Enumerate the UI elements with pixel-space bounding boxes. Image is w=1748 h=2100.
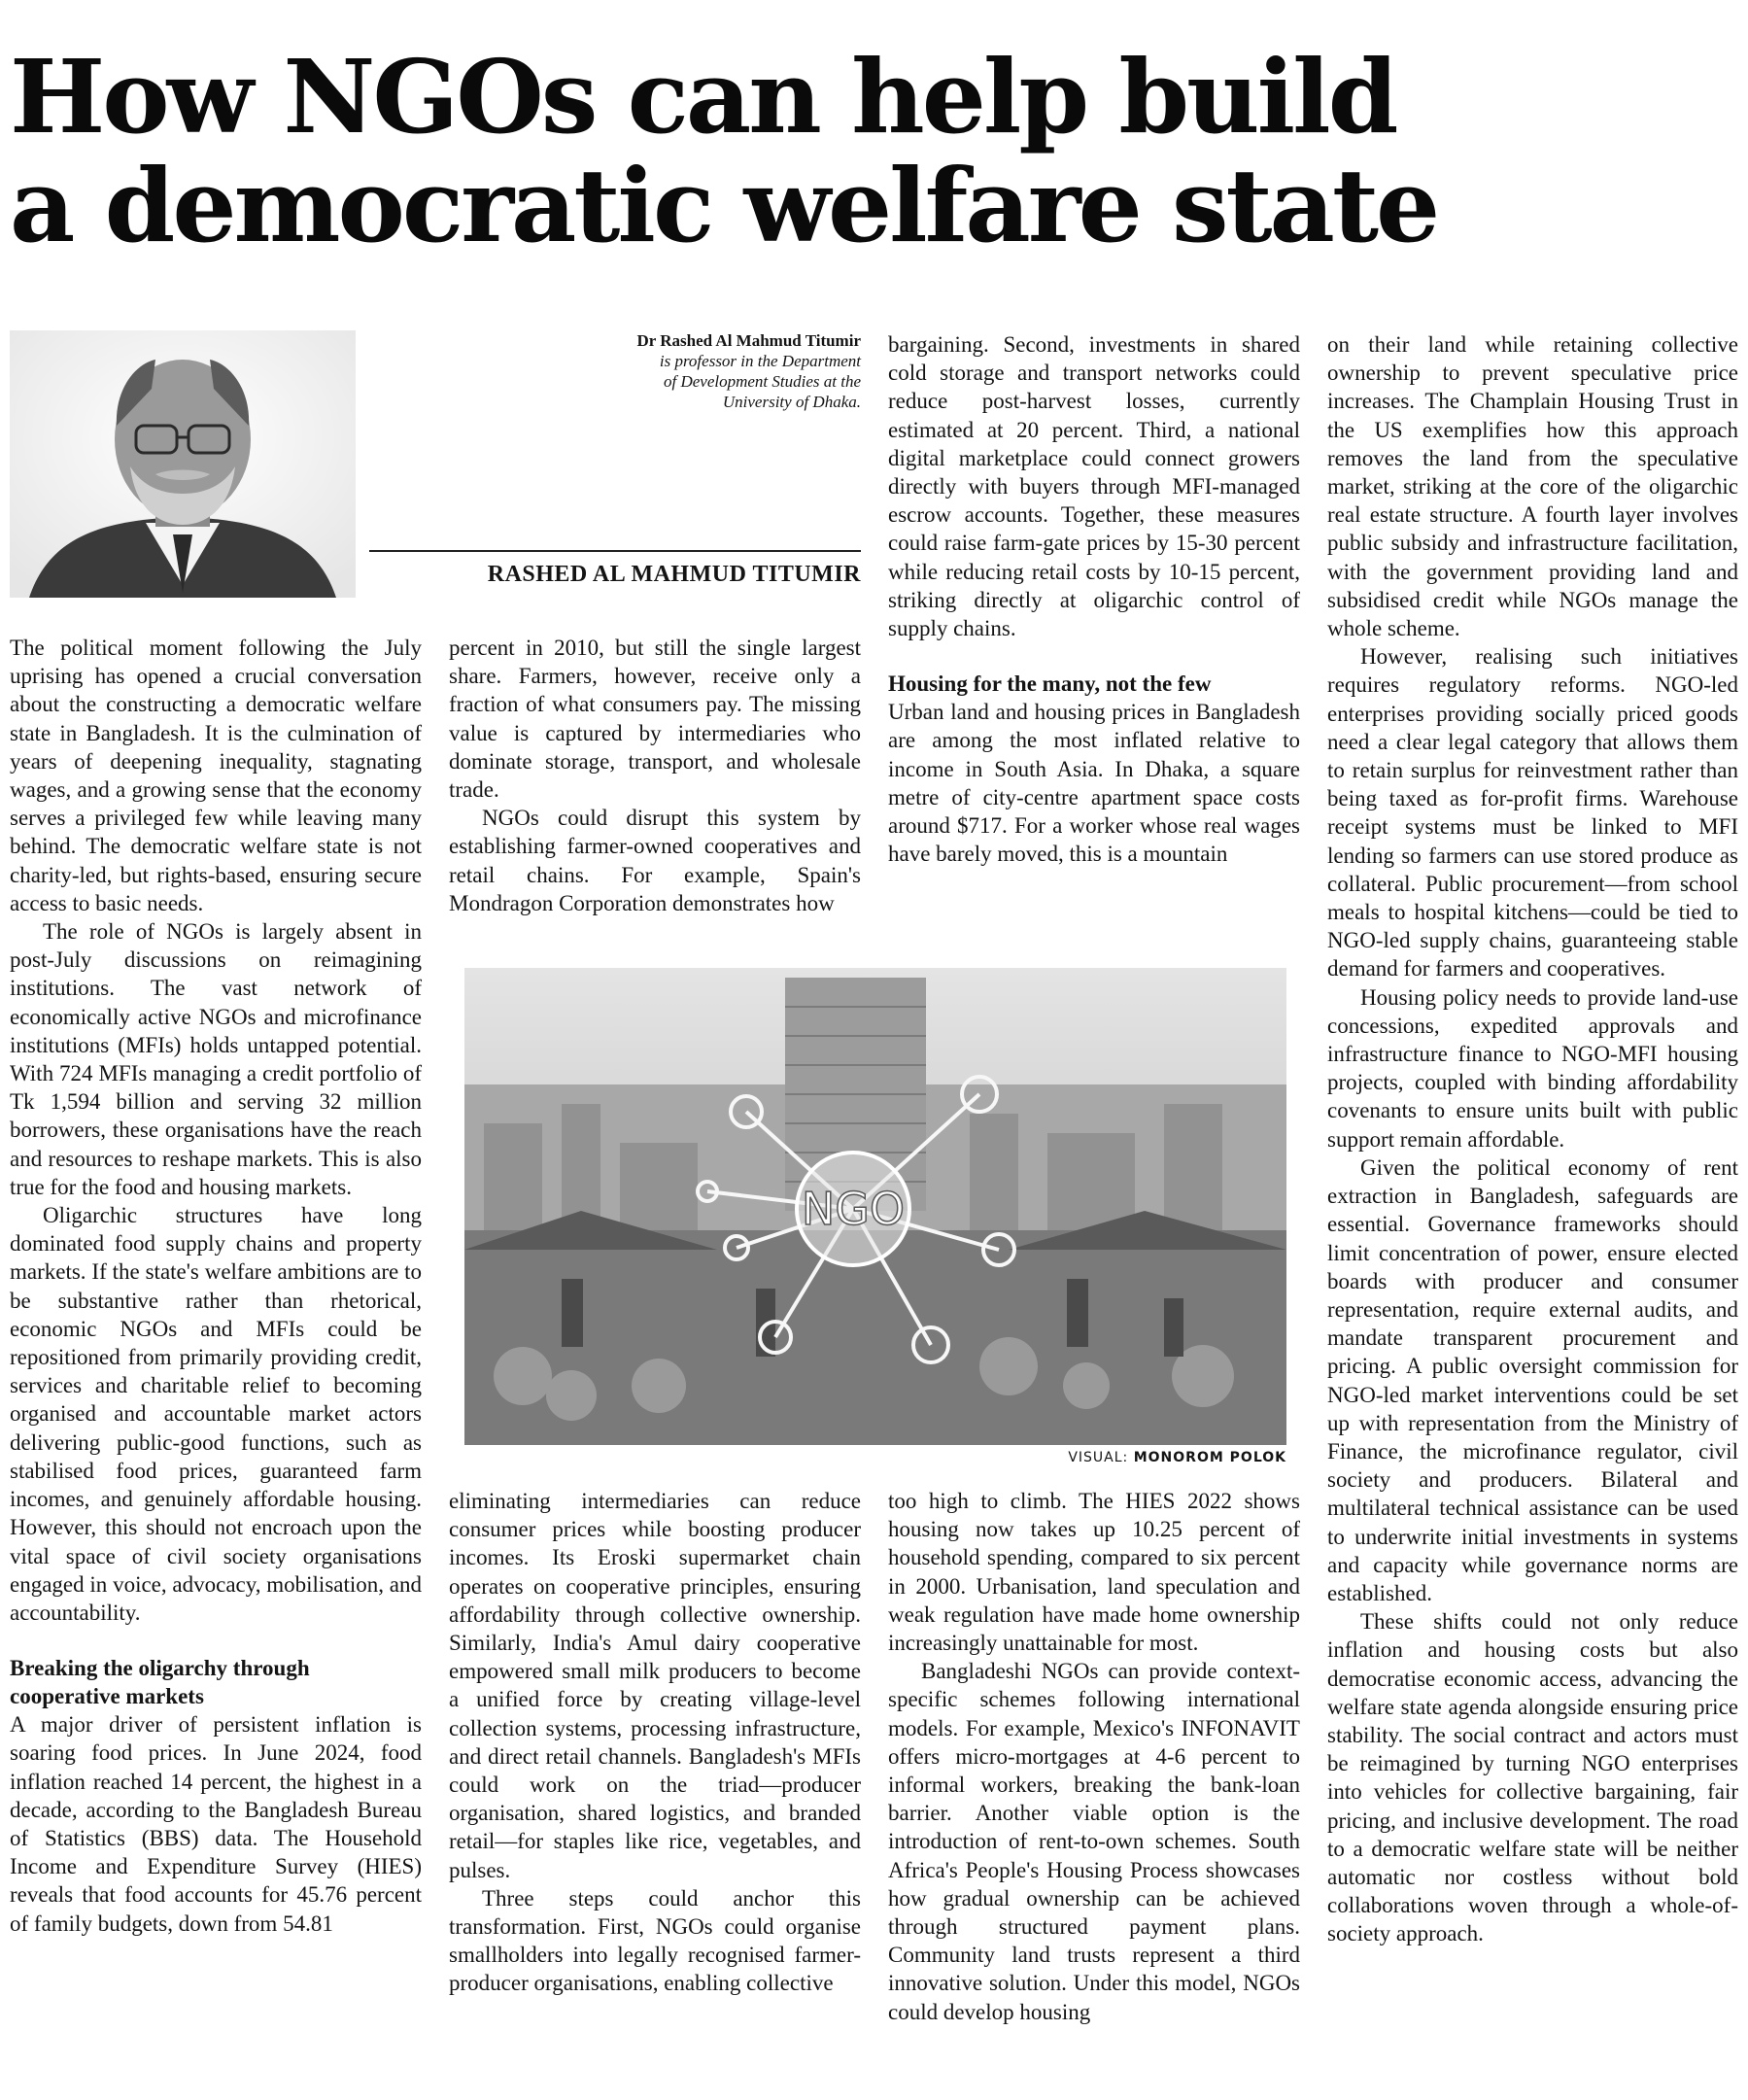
author-byline: RASHED AL MAHMUD TITUMIR: [487, 562, 861, 587]
paragraph: Housing policy needs to provide land-use concessions, expedited approvals and infrastructure finance to NGO-MFI housing projects, coupled with binding affordability covenants to ensure units built with public support remain affordable.: [1327, 984, 1738, 1152]
paragraph: on their land while retaining collective ownership to prevent speculative price increases. The Champlain Housing Trust in the US exemplifies how this approach removes the land from the speculative market, striking at the core of the oligarchic real estate structure. A fourth layer involves public subsidy and infrastructure facilitation, with the government providing land and subsidised credit while NGOs manage the whole scheme.: [1327, 332, 1738, 641]
paragraph: bargaining. Second, investments in shared cold storage and transport networks could reduce post-harvest losses, currently estimated at 20 percent. Third, a national digital marketplace could connect growers directly with buyers through MFI-managed escrow accounts. Together, these measures could raise farm-gate prices by 15-30 percent while reducing retail costs by 10-15 percent, striking directly at oligarchic control of supply chains.: [888, 332, 1300, 641]
paragraph: The role of NGOs is largely absent in post-July discussions on reimagining institutions. The vast network of economically active NGOs and microfinance institutions (MFIs) holds untapped potential. With 724 MFIs managing a credit portfolio of Tk 1,594 billion and serving 32 million borrowers, these organisations have the reach and resources to reshape markets. This is also true for the food and housing markets.: [10, 919, 422, 1199]
author-bio-line: is professor in the Department: [659, 352, 861, 370]
byline-divider: [369, 550, 861, 552]
paragraph: Bangladeshi NGOs can provide context-specific schemes following international models. For example, Mexico's INFONAVIT offers micro-mortgages at 4-6 percent to informal workers, breaking the bank-loan barrier. Another viable option is the introduction of rent-to-own schemes. South Africa's People's Housing Process showcases how gradual ownership can be achieved through structured payment plans. Community land trusts represent a third innovative solution. Under this model, NGOs could develop housing: [888, 1659, 1300, 2024]
column-3-top: [888, 330, 1300, 868]
paragraph: eliminating intermediaries can reduce consumer prices while boosting producer incomes. Its Eroski supermarket chain operates on cooperative principles, ensuring affordability through collective ownership. Similarly, India's Amul dairy cooperative empowered small milk producers to become a unified force by creating village-level collection systems, processing infrastructure, and direct retail channels. Bangladesh's MFIs could work on the triad—producer organisation, shared logistics, and branded retail—for staples like rice, vegetables, and pulses.: [449, 1489, 861, 1882]
visual-credit: [972, 1450, 1286, 1465]
paragraph: The political moment following the July uprising has opened a crucial conversation about the constructing a democratic welfare state in Bangladesh. It is the culmination of years of deepening inequality, stagnating wages, and a growing sense that the economy serves a privileged few while leaving many behind. The democratic welfare state is not charity-led, but rights-based, ensuring secure access to basic needs.: [10, 636, 422, 915]
paragraph: Oligarchic structures have long dominated food supply chains and property markets. If the state's welfare ambitions are to be substantive rather than rhetorical, economic NGOs and MFIs could be repositioned from primarily providing credit, services and charitable relief to becoming organised and accountable market actors delivering public-good functions, such as stabilised food prices, guaranteed farm incomes, and genuinely affordable housing. However, this should not encroach upon the vital space of civil society organisations engaged in voice, advocacy, mobilisation, and accountability.: [10, 1203, 422, 1625]
column-2-top: [449, 634, 861, 917]
visual-credit-name: MONOROM POLOK: [1133, 1450, 1286, 1465]
paragraph: Three steps could anchor this transformation. First, NGOs could organise smallholders into legally recognised farmer-producer organisations, enabling collective: [449, 1885, 861, 1996]
column-1: [10, 634, 422, 1938]
paragraph: NGOs could disrupt this system by establishing farmer-owned cooperatives and retail chains. For example, Spain's Mondragon Corporation demonstrates how: [449, 806, 861, 915]
paragraph: percent in 2010, but still the single largest share. Farmers, however, receive only a fraction of what consumers pay. The missing value is captured by intermediaries who dominate storage, transport, and wholesale trade.: [449, 636, 861, 803]
paragraph: However, realising such initiatives requires regulatory reforms. NGO-led enterprises providing socially priced goods need a clear legal category that allows them to retain surplus for reinvestment rather than being taxed as for-profit firms. Warehouse receipt systems must be linked to MFI lending so farmers can use stored produce as collateral. Public procurement—from school meals to hospital kitchens—could be tied to NGO-led supply chains, guaranteeing stable demand for farmers and cooperatives.: [1327, 644, 1738, 981]
paragraph: A major driver of persistent inflation is soaring food prices. In June 2024, food inflation reached 14 percent, the highest in a decade, according to the Bangladesh Bureau of Statistics (BBS) data. The Household Income and Expenditure Survey (HIES) reveals that food accounts for 45.76 percent of family budgets, down from 54.81: [10, 1712, 422, 1936]
paragraph: These shifts could not only reduce inflation and housing costs but also democratise economic access, advancing the welfare state agenda alongside ensuring price stability. The social contract and actors must be reimagined by turning NGO enterprises into vehicles for collective bargaining, fair pricing, and inclusive development. The road to a democratic welfare state will be neither automatic nor costless without bold collaborations woven through a whole-of-society approach.: [1327, 1609, 1738, 1946]
article-headline: [10, 37, 1739, 265]
headline-line-1: How NGOs can help build: [10, 37, 1396, 156]
subheading: Housing for the many, not the few: [888, 671, 1212, 697]
column-3-bottom: [888, 1487, 1300, 2026]
author-photo: [10, 330, 356, 598]
author-bio-line: of Development Studies at the: [663, 372, 861, 391]
author-bio: [466, 330, 861, 412]
paragraph: Urban land and housing prices in Bangladesh are among the most inflated relative to income in South Asia. In Dhaka, a square metre of city-centre apartment space costs around $717. For a worker whose real wages have barely moved, this is a mountain: [888, 700, 1300, 867]
article-illustration: [464, 968, 1286, 1445]
paragraph: Given the political economy of rent extraction in Bangladesh, safeguards are essential. Governance frameworks should limit concentration of power, ensure elected boards with producer and consumer representation, require external audits, and mandate transparent procurement and pricing. A public oversight commission for NGO-led market interventions could be set up with representation from the Ministry of Finance, the microfinance regulator, civil society and producers. Bilateral and multilateral technical assistance can be used to underwrite initial investments in systems and capacity while governance norms are established.: [1327, 1154, 1738, 1605]
paragraph: too high to climb. The HIES 2022 shows housing now takes up 10.25 percent of household spending, compared to six percent in 2000. Urbanisation, land speculation and weak regulation have made home ownership increasingly unattainable for most.: [888, 1489, 1300, 1656]
visual-credit-prefix: VISUAL:: [1068, 1450, 1134, 1465]
author-bio-name: Dr Rashed Al Mahmud Titumir: [636, 331, 861, 350]
visual-ngo-label: NGO: [801, 1183, 906, 1235]
column-2-bottom: [449, 1487, 861, 1998]
headline-line-2: a democratic welfare state: [10, 146, 1438, 265]
author-bio-line: University of Dhaka.: [722, 393, 861, 411]
column-4: [1327, 330, 1738, 1948]
subheading: Breaking the oligarchy through cooperative markets: [10, 1656, 310, 1709]
